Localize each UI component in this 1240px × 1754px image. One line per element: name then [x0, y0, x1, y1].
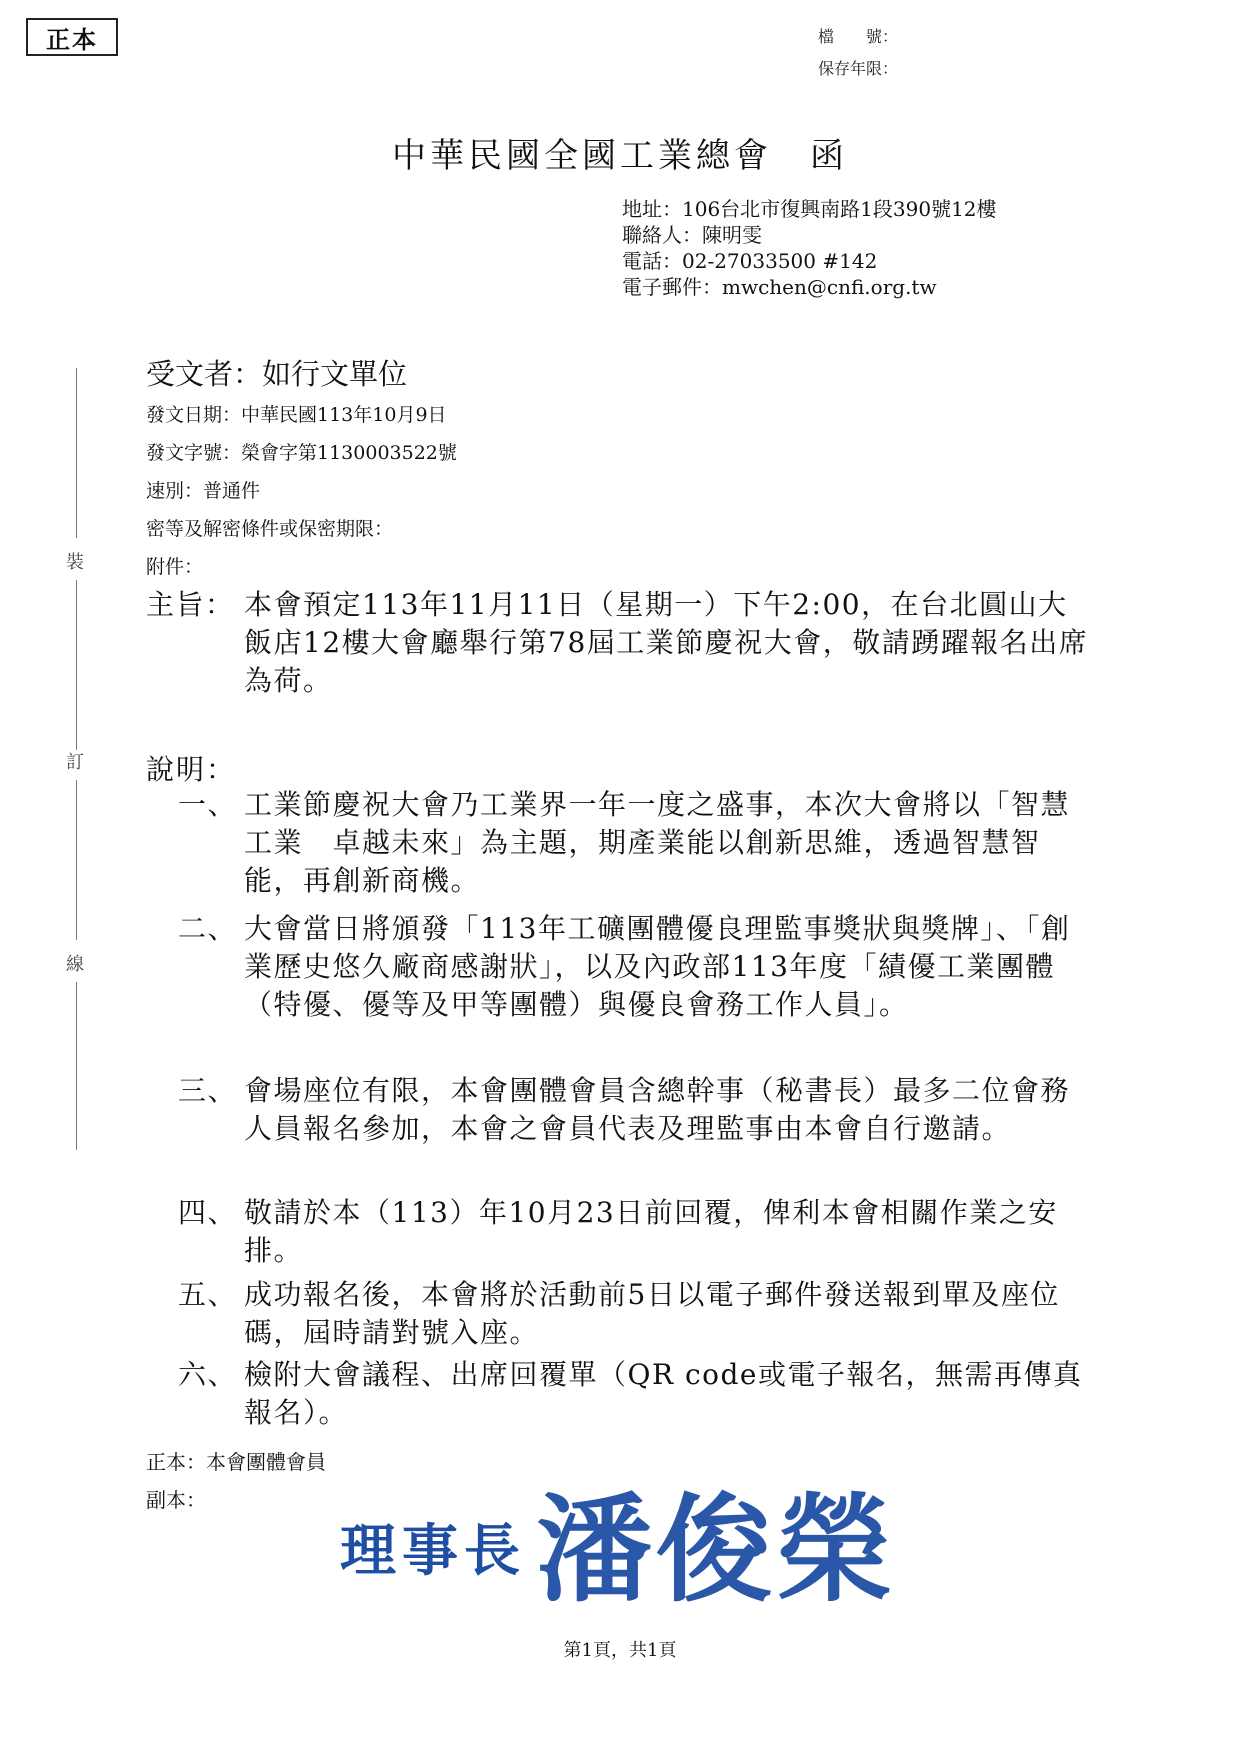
item-number: 六、 [178, 1358, 238, 1391]
document-title: 中華民國全國工業總會 函 [392, 136, 848, 176]
binding-mark-ding: 訂 [66, 752, 84, 773]
subject-text: 本會預定113年11月11日（星期一）下午2:00，在台北圓山大飯店12樓大會廳舉行第78屆工業節慶祝大會，敬請踴躍報名出席為荷。 [244, 588, 1089, 697]
copy-mark: 正本 [26, 18, 118, 56]
item-text: 檢附大會議程、出席回覆單（QR code或電子報名，無需再傳真報名）。 [244, 1358, 1083, 1429]
security-level: 密等及解密條件或保密期限： [146, 518, 394, 540]
binding-line-mid1 [76, 580, 77, 750]
attachments: 附件： [146, 556, 204, 578]
item-text: 成功報名後，本會將於活動前5日以電子郵件發送報到單及座位碼，屆時請對號入座。 [244, 1278, 1060, 1349]
email: 電子郵件：mwchen@cnfi.org.tw [622, 275, 937, 299]
item-text: 敬請於本（113）年10月23日前回覆，俾利本會相關作業之安排。 [244, 1196, 1058, 1267]
delivery-speed: 速別：普通件 [146, 480, 261, 502]
item-text: 工業節慶祝大會乃工業界一年一度之盛事，本次大會將以「智慧工業 卓越未來」為主題，期產業能以創新思維，透過智慧智能，再創新商機。 [244, 788, 1071, 897]
chairman-signature-stamp [340, 1478, 940, 1628]
contact-person: 聯絡人：陳明雯 [622, 223, 762, 247]
copy-recipients: 副本： [146, 1488, 206, 1512]
binding-line-mid2 [76, 780, 77, 940]
document-number: 發文字號：榮會字第1130003522號 [146, 442, 457, 464]
binding-mark-zhuang: 裝 [66, 552, 84, 573]
item-number: 二、 [178, 912, 238, 945]
item-number: 五、 [178, 1278, 238, 1311]
recipient: 受文者：如行文單位 [146, 357, 408, 391]
item-number: 一、 [178, 788, 238, 821]
page-number: 第1頁，共1頁 [563, 1640, 677, 1661]
binding-line-bottom [76, 982, 77, 1150]
issue-date: 發文日期：中華民國113年10月9日 [146, 404, 447, 426]
item-number: 四、 [178, 1196, 238, 1229]
explanation-label: 說明： [146, 753, 237, 786]
file-number-label: 檔 號： [818, 27, 899, 46]
item-text: 大會當日將頒發「113年工礦團體優良理監事獎狀與獎牌」、「創業歷史悠久廠商感謝狀」，以及內政部113年度「績優工業團體（特優、優等及甲等團體）與優良會務工作人員」。 [244, 912, 1071, 1021]
signature-title: 理事長 [340, 1518, 526, 1584]
original-recipients: 正本：本會團體會員 [146, 1450, 326, 1474]
retention-period-label: 保存年限： [818, 59, 899, 78]
item-number: 三、 [178, 1074, 238, 1107]
subject-label: 主旨： [146, 588, 235, 621]
binding-mark-xian: 線 [66, 954, 84, 975]
item-text: 會場座位有限，本會團體會員含總幹事（秘書長）最多二位會務人員報名參加，本會之會員代表及理監事由本會自行邀請。 [244, 1074, 1071, 1145]
signature-name: 潘俊榮 [536, 1482, 896, 1618]
phone: 電話：02-27033500 #142 [622, 249, 878, 273]
contact-block [622, 196, 997, 300]
address: 地址：106台北市復興南路1段390號12樓 [622, 197, 997, 221]
binding-line-top [76, 368, 77, 538]
